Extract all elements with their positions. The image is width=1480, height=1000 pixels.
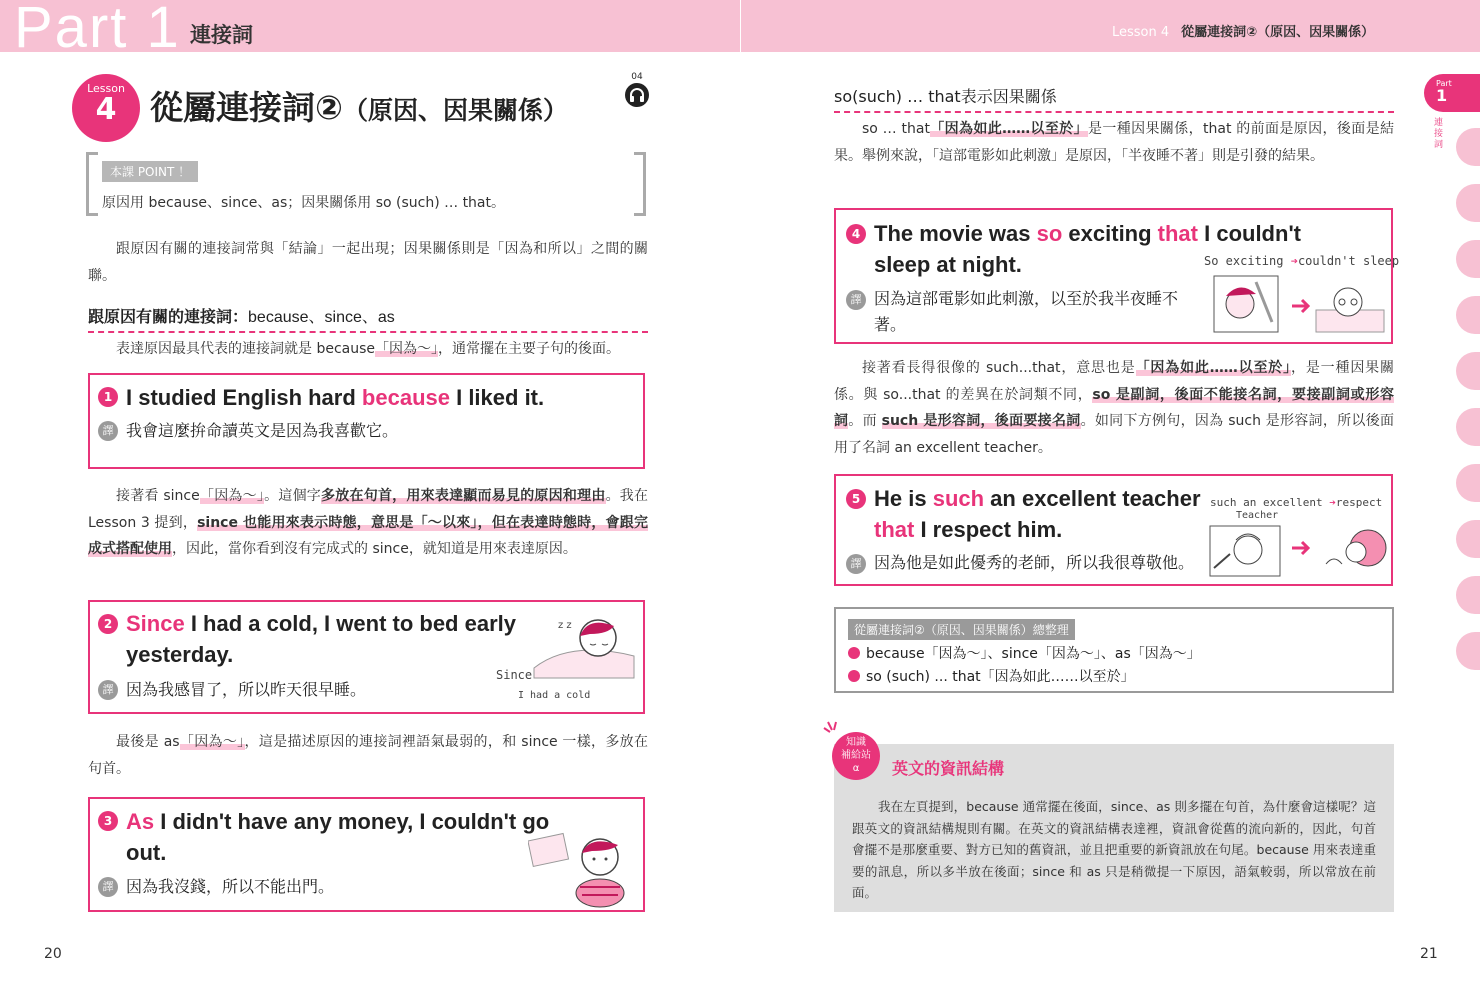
translation-icon: 譯 [98,877,118,897]
intro-paragraph: 跟原因有關的連接詞常與「結論」一起出現；因果關係則是「因為和所以」之間的關聯。 [88,241,648,284]
example-box-1 [88,373,645,469]
text: ，通常擺在主要子句的後面。 [438,341,621,357]
svg-text:z z: z z [558,620,572,631]
note-text: respect [1335,496,1383,509]
text: 。這個字 [264,488,322,504]
text: exciting [1062,221,1158,246]
summary-text: so (such) ... that「因為如此……以至於」 [866,669,1135,685]
so-that-paragraph [834,116,1394,169]
headphones-icon [624,82,650,108]
example-translation: 因為我感冒了，所以昨天很早睡。 [126,680,367,699]
text: I studied English hard [126,385,362,410]
knowledge-text: 我在左頁提到，because 通常擺在後面，since、as 則多擺在句首，為什麼會這樣呢？這跟英文的資訊結構規則有關。在英文的資訊結構表達裡，資訊會從舊的流向新的，因此，句首會擺不是那麼重要、對方已知的舊資訊，並且把重要的新資訊放在句尾。because 用來表達重要的訊息，所以多半放在後面；since 和 as 只是稍微提一下原因，語氣較弱，所以常放在前面。 [852,799,1376,900]
highlight: 多放在句首，用來表達顯而易見的原因和理由 [321,488,606,504]
side-tab[interactable] [1456,352,1480,390]
example-translation: 因為他是如此優秀的老師，所以我很尊敬他。 [874,553,1195,572]
movie-and-sleep-illustration [1212,274,1388,336]
point-text: 原因用 because、since、as；因果關係用 so (such) … that。 [102,195,505,211]
translation-icon: 譯 [846,290,866,310]
example-number: 1 [98,387,118,407]
as-paragraph [88,729,648,782]
text: ，因此，當你看到沒有完成式的 since，就知道是用來表達原因。 [172,541,577,557]
text: ，是一種因果關係。與 so...that 的差異在於詞類不同， [834,360,1395,403]
keyword: so [1036,221,1063,246]
summary-text: because「因為～」、since「因為～」、as「因為～」 [866,646,1201,662]
keyword: Since [126,611,185,636]
example-box-3 [88,797,645,912]
text: He is [874,486,933,511]
highlight: 「因為如此……以至於」 [1135,360,1291,376]
point-label: 本課 POINT ！ [102,161,198,182]
tab-part-1[interactable] [1424,74,1480,112]
summary-box [834,607,1394,693]
page-number-left: 20 [44,946,62,962]
tab-part-number: 1 [1436,86,1448,105]
section-head-zh: 跟原因有關的連接詞： [88,307,249,326]
side-tab[interactable] [1456,520,1480,558]
side-tab[interactable] [1456,464,1480,502]
running-head-title: 從屬連接詞②（原因、因果關係） [1181,25,1375,40]
bracket-left [86,152,98,216]
keyword: As [126,809,155,834]
lesson-badge-number: 4 [95,92,117,127]
text: 。如同下方例句，因為 such 是形容詞，所以後面用了名詞 an excellent teacher。 [834,413,1395,456]
text: so … that [862,121,930,137]
text: 是一種因果關係，that 的前面是原因，後面是結果。舉例來說，「這部電影如此刺激」是原因，「半夜睡不著」則是引發的結果。 [834,121,1394,164]
part-title: 連接詞 [190,23,253,47]
example-box-2 [88,600,645,714]
side-tab[interactable] [1456,632,1480,670]
highlight: 「因為～」 [179,734,245,750]
keyword: because [361,385,450,410]
part-label: Part 1 [14,0,181,60]
teacher-and-student-illustration [1208,524,1390,580]
example-translation: 因為我沒錢，所以不能出門。 [126,877,335,896]
point-box [86,152,646,216]
arrow-icon: ➔ [1290,254,1298,268]
section-head-so-that: so(such) … that表示因果關係 [834,84,1394,113]
text: 最後是 as [116,734,180,750]
text: 表達原因最具代表的連接詞就是 because [116,341,376,357]
highlight: such 是形容詞，後面要接名詞 [881,413,1081,429]
highlight: 「因為如此……以至於」 [929,121,1089,137]
example-number: 5 [846,489,866,509]
note-text: So exciting [1204,254,1284,268]
example-sentence [126,806,556,868]
summary-line-1 [848,643,1201,663]
example-sentence [874,218,1334,280]
text: I liked it. [449,385,545,410]
handwritten-note: Teacher [1236,510,1279,521]
because-paragraph [88,336,648,363]
keyword: that [874,517,915,542]
text: an excellent teacher [984,486,1201,511]
side-tab[interactable] [1456,408,1480,446]
keyword: such [932,486,985,511]
handwritten-note: I had a cold [518,690,591,701]
section-head-en: because、since、as [248,309,395,326]
badge-text: α [852,763,860,774]
example-number: 2 [98,614,118,634]
bracket-right [634,152,646,216]
summary-line-2 [848,666,1135,686]
highlight: 「因為～」 [199,488,265,504]
example-translation: 因為這部電影如此刺激，以至於我半夜睡不著。 [874,289,1179,334]
running-head [1112,21,1374,40]
example-number: 4 [846,224,866,244]
note-text: such an excellent [1210,496,1323,509]
knowledge-title: 英文的資訊結構 [892,759,1005,778]
handwritten-note: Since [496,668,533,682]
highlight: 「因為～」 [375,341,439,357]
audio-track[interactable] [624,72,650,112]
bullet-dot [848,647,860,659]
lesson-title-main: 從屬連接詞② [150,88,343,127]
side-tab[interactable] [1456,296,1480,334]
lesson-badge [72,74,140,142]
text: 。而 [848,413,882,429]
knowledge-badge [832,732,880,780]
running-head-lesson: Lesson 4 [1112,25,1170,40]
section-head-because [88,304,648,333]
summary-title: 從屬連接詞②（原因、因果關係）總整理 [848,619,1075,640]
badge-text: 知識 [846,737,866,748]
text: ，這是描述原因的連接詞裡語氣最弱的，和 since 一樣，多放在句首。 [88,734,648,777]
text: 接著看 since [116,488,200,504]
side-tab[interactable] [1456,240,1480,278]
translation-icon: 譯 [846,554,866,574]
text: I didn't have any money, I couldn't go out. [126,809,550,865]
keyword: that [1157,221,1198,246]
translation-icon: 譯 [98,680,118,700]
arrow-icon: ➔ [1329,496,1336,509]
page-number-right: 21 [1420,946,1438,962]
lesson-badge-word: Lesson [87,82,125,95]
translation-icon: 譯 [98,421,118,441]
such-that-paragraph [834,355,1394,461]
text: 。我在 Lesson 3 提到， [88,488,649,531]
since-paragraph [88,483,648,563]
bullet-dot [848,670,860,682]
example-translation: 我會這麼拚命讀英文是因為我喜歡它。 [126,421,399,440]
handwritten-note [1210,496,1382,509]
track-number: 04 [631,72,643,82]
example-sentence [126,608,546,670]
example-box-4 [834,208,1400,344]
side-tab[interactable] [1456,128,1480,166]
example-sentence [126,382,636,413]
example-box-5 [834,474,1393,586]
sleeping-child-illustration [530,608,638,682]
highlight: since 也能用來表示時態，意思是「～以來」，但在表達時態時，會跟完成式搭配使用 [88,514,648,557]
tab-vertical-label: 連接詞 [1434,118,1444,150]
text: I couldn't sleep at night. [874,221,1301,277]
side-tab[interactable] [1456,184,1480,222]
text: I had a cold, I went to bed early yesterday. [126,611,516,667]
example-sentence [874,483,1214,545]
highlight: so 是副詞，後面不能接名詞，要接副詞或形容詞 [834,386,1394,429]
note-text: couldn't sleep [1297,254,1400,268]
tab-part-label: Part [1436,79,1452,88]
badge-text: 補給站 [841,750,871,761]
text: I respect him. [914,517,1063,542]
lesson-title-sub: （原因、因果關係） [342,96,568,125]
sad-child-illustration [528,829,638,909]
side-tab[interactable] [1456,576,1480,614]
text: The movie was [874,221,1037,246]
lesson-title [150,82,568,129]
handwritten-note [1204,254,1399,268]
example-number: 3 [98,811,118,831]
text: 接著看長得很像的 such...that，意思也是 [862,360,1136,376]
